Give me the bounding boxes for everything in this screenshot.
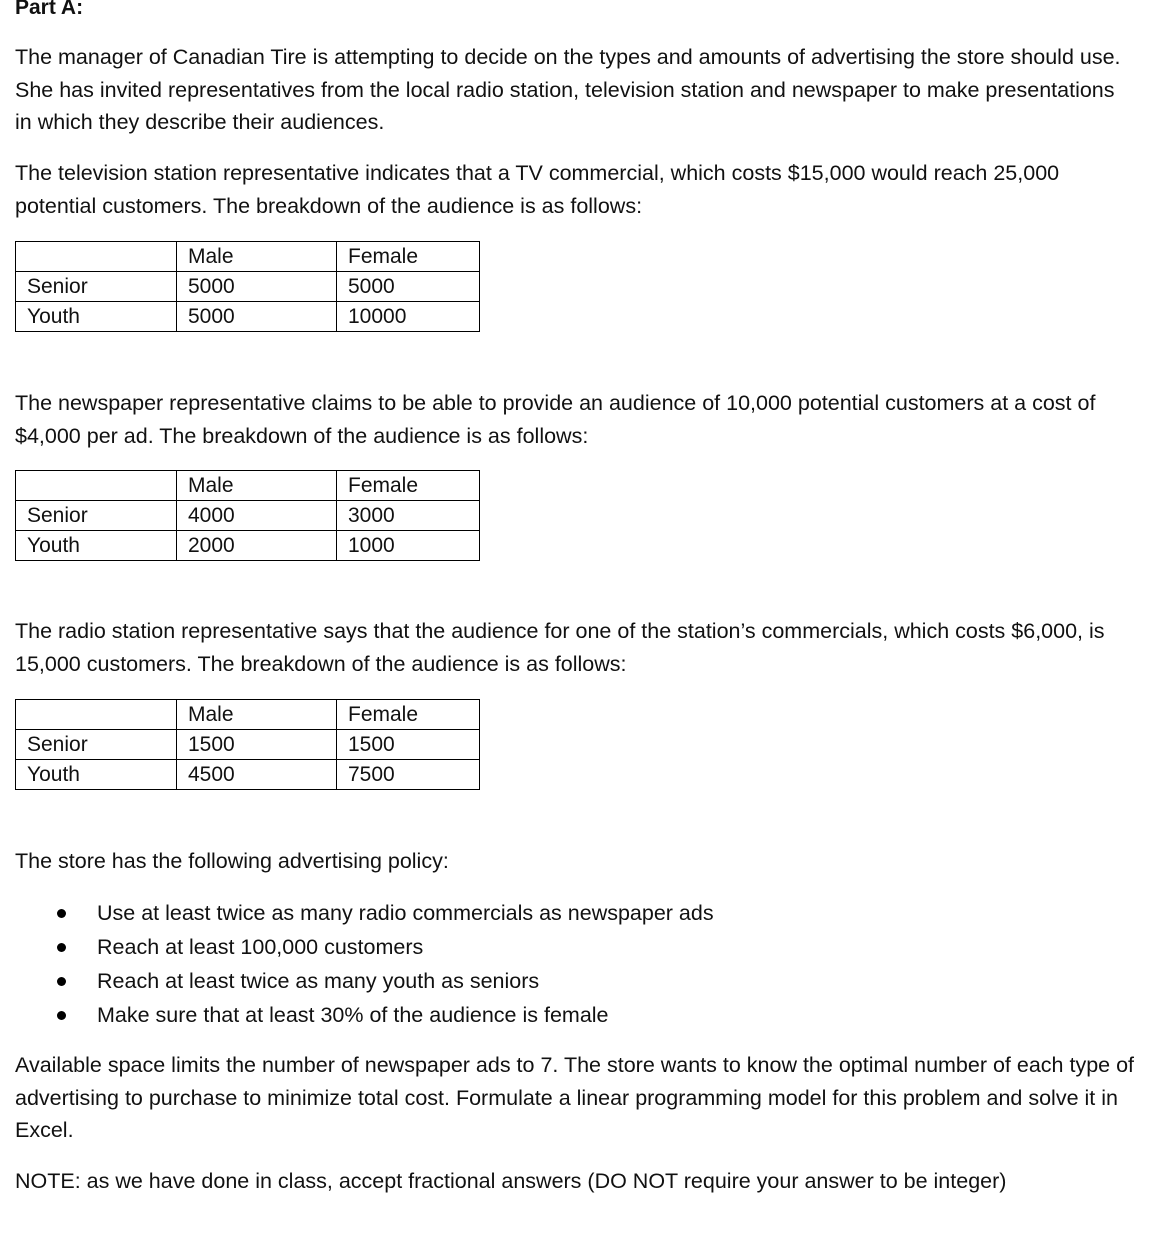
- female-value: 1500: [337, 730, 480, 760]
- row-label: Youth: [16, 302, 177, 332]
- female-value: 7500: [337, 760, 480, 790]
- table-row: [16, 302, 480, 332]
- table-header-row: [16, 471, 480, 501]
- radio-paragraph: The radio station representative says that the audience for one of the station’s commercials, which costs $6,000, is 15,000 customers. The breakdown of the audience is as follows:: [15, 619, 1105, 676]
- table-row: [16, 501, 480, 531]
- row-label: Youth: [16, 531, 177, 561]
- table-header-row: [16, 700, 480, 730]
- header-cell-female: Female: [337, 242, 480, 272]
- male-value: 2000: [177, 531, 337, 561]
- header-cell-empty: [16, 471, 177, 501]
- male-value: 5000: [177, 272, 337, 302]
- policy-item-text: Use at least twice as many radio commercials as newspaper ads: [97, 901, 714, 925]
- part-heading: Part A:: [15, 0, 84, 19]
- row-label: Senior: [16, 272, 177, 302]
- newspaper-paragraph: The newspaper representative claims to be able to provide an audience of 10,000 potential customers at a cost of $4,000 per ad. The breakdown of the audience is as follows:: [15, 391, 1096, 448]
- list-item: [0, 998, 714, 1032]
- bullet-icon: [57, 943, 66, 952]
- policy-item-text: Reach at least twice as many youth as seniors: [97, 969, 540, 993]
- female-value: 1000: [337, 531, 480, 561]
- bullet-icon: [57, 909, 66, 918]
- header-cell-male: Male: [177, 471, 337, 501]
- row-label: Senior: [16, 730, 177, 760]
- note-paragraph: NOTE: as we have done in class, accept fractional answers (DO NOT require your answer to be integer): [15, 1169, 1007, 1193]
- row-label: Youth: [16, 760, 177, 790]
- male-value: 1500: [177, 730, 337, 760]
- header-cell-female: Female: [337, 471, 480, 501]
- header-cell-male: Male: [177, 242, 337, 272]
- closing-paragraph: Available space limits the number of newspaper ads to 7. The store wants to know the optimal number of each type of advertising to purchase to minimize total cost. Formulate a linear programming model for this problem and solve it in Excel.: [15, 1053, 1135, 1142]
- female-value: 10000: [337, 302, 480, 332]
- female-value: 5000: [337, 272, 480, 302]
- table-row: [16, 531, 480, 561]
- header-cell-empty: [16, 700, 177, 730]
- table-row: [16, 272, 480, 302]
- header-cell-empty: [16, 242, 177, 272]
- bullet-icon: [57, 1011, 66, 1020]
- female-value: 3000: [337, 501, 480, 531]
- table-row: [16, 760, 480, 790]
- list-item: [0, 930, 714, 964]
- tv-paragraph: The television station representative indicates that a TV commercial, which costs $15,000 would reach 25,000 potential customers. The breakdown of the audience is as follows:: [15, 161, 1060, 218]
- bullet-icon: [57, 977, 66, 986]
- header-cell-female: Female: [337, 700, 480, 730]
- intro-paragraph: The manager of Canadian Tire is attempting to decide on the types and amounts of advertising the store should use. She has invited representatives from the local radio station, television station and newspaper to make presentations in which they describe their audiences.: [15, 45, 1121, 134]
- policy-intro: The store has the following advertising policy:: [15, 849, 449, 873]
- radio-audience-table: [15, 699, 480, 790]
- table-header-row: [16, 242, 480, 272]
- table-row: [16, 730, 480, 760]
- policy-item-text: Reach at least 100,000 customers: [97, 935, 424, 959]
- policy-list: [0, 896, 714, 1032]
- policy-item-text: Make sure that at least 30% of the audience is female: [97, 1003, 609, 1027]
- male-value: 5000: [177, 302, 337, 332]
- male-value: 4000: [177, 501, 337, 531]
- row-label: Senior: [16, 501, 177, 531]
- list-item: [0, 964, 714, 998]
- list-item: [0, 896, 714, 930]
- header-cell-male: Male: [177, 700, 337, 730]
- tv-audience-table: [15, 241, 480, 332]
- male-value: 4500: [177, 760, 337, 790]
- newspaper-audience-table: [15, 470, 480, 561]
